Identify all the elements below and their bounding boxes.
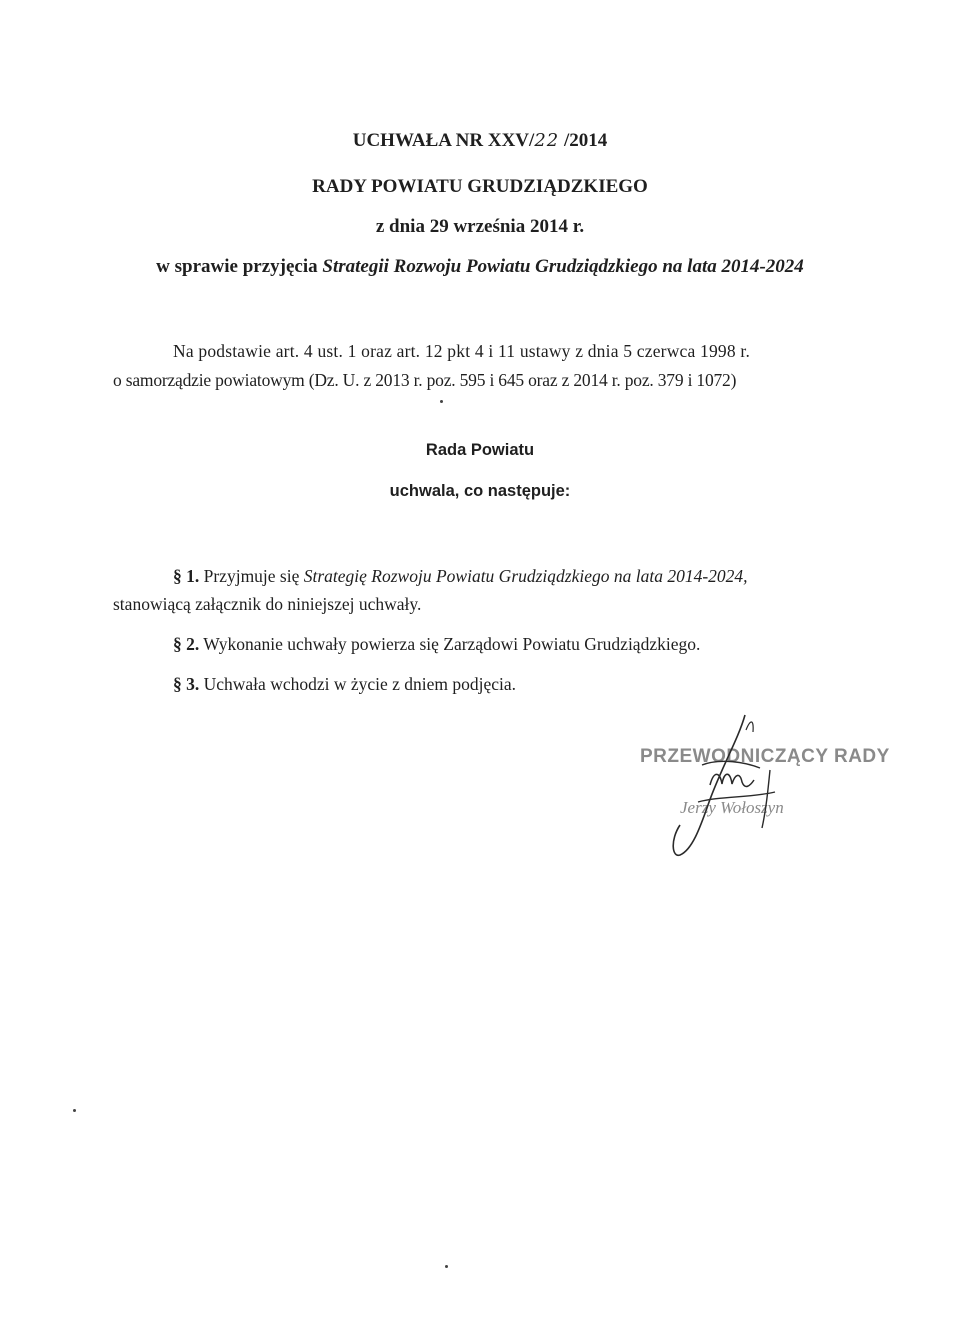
- scan-speck: [73, 1109, 76, 1112]
- section-3: [113, 670, 918, 698]
- section-1-marker: § 1.: [173, 566, 200, 586]
- subject-italic: Strategii Rozwoju Powiatu Grudziądzkiego na lata 2014-2024: [322, 256, 804, 277]
- resolves-heading: uchwala, co następuje:: [389, 482, 571, 500]
- council-heading: Rada Powiatu: [425, 441, 535, 459]
- scan-speck: [445, 1265, 448, 1268]
- stamp-name: Jerzy Wołoszyn: [680, 798, 784, 817]
- section-1-line-2: stanowiącą załącznik do niniejszej uchwały.: [113, 594, 422, 614]
- section-1-text-italic: Strategię Rozwoju Powiatu Grudziądzkiego na lata 2014-2024,: [303, 566, 748, 586]
- section-3-text: Uchwała wchodzi w życie z dniem podjęcia.: [199, 674, 517, 694]
- section-2: [113, 630, 918, 658]
- council-name: RADY POWIATU GRUDZIĄDZKIEGO: [312, 176, 648, 197]
- title-prefix: UCHWAŁA NR XXV/: [352, 130, 535, 151]
- section-1: [113, 562, 858, 590]
- section-2-text: Wykonanie uchwały powierza się Zarządowi Powiatu Grudziądzkiego.: [199, 634, 701, 654]
- section-2-marker: § 2.: [173, 634, 200, 654]
- resolution-date: z dnia 29 września 2014 r.: [375, 216, 585, 237]
- scan-speck: [440, 400, 443, 403]
- resolution-subject: [0, 256, 960, 278]
- document-title: [0, 130, 960, 152]
- stamp-title: PRZEWODNICZĄCY RADY: [640, 746, 890, 767]
- section-3-marker: § 3.: [173, 674, 200, 694]
- title-number-handwritten: 22: [534, 130, 560, 151]
- handwritten-signature: [650, 710, 800, 860]
- legal-basis-line-1: Na podstawie art. 4 ust. 1 oraz art. 12 pkt 4 i 11 ustawy z dnia 5 czerwca 1998 r.: [173, 341, 751, 361]
- section-1-text-a: Przyjmuje się: [199, 566, 304, 586]
- title-suffix: /2014: [559, 130, 608, 151]
- legal-basis-line-2: o samorządzie powiatowym (Dz. U. z 2013 r. poz. 595 i 645 oraz z 2014 r. poz. 379 i 1072): [113, 370, 737, 390]
- subject-prefix: w sprawie przyjęcia: [156, 256, 323, 277]
